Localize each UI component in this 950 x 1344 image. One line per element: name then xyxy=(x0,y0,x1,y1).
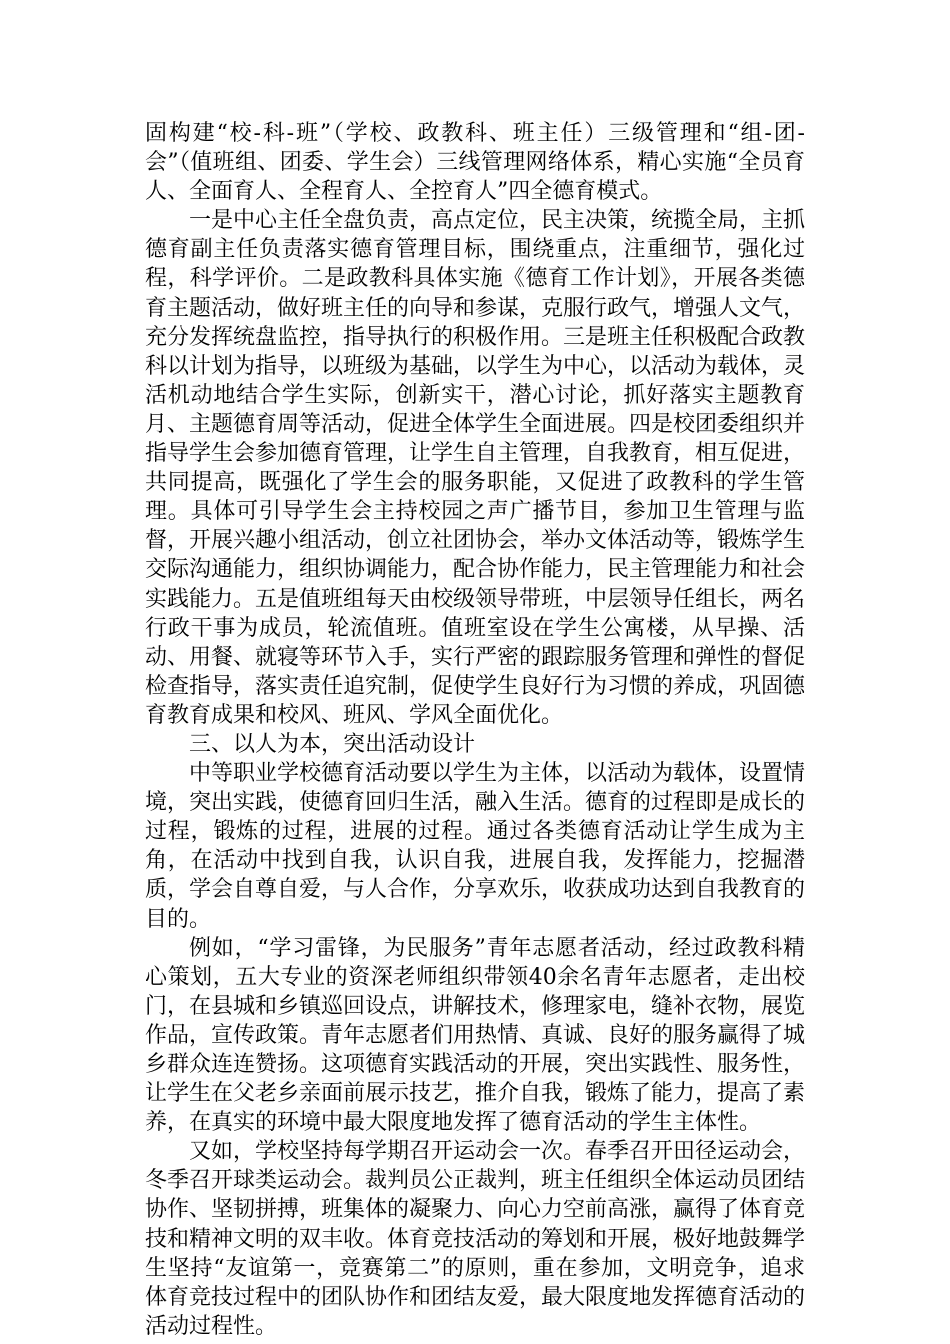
paragraph-continuation: 固构建“校-科-班”（学校、政教科、班主任）三级管理和“组-团-会”（值班组、团委、学生会）三线管理网络体系，精心实施“全员育人、全面育人、全程育人、全控育人”四全德育模式。 xyxy=(145,121,805,205)
document-page xyxy=(145,119,805,1341)
paragraph-example-volunteer: 例如，“学习雷锋，为民服务”青年志愿者活动，经过政教科精心策划，五大专业的资深老师组织带领40余名青年志愿者，走出校门，在县城和乡镇巡回设点，讲解技术，修理家电，缝补衣物，展览作品，宣传政策。青年志愿者们用热情、真诚、良好的服务赢得了城乡群众连连赞扬。这项德育实践活动的开展，突出实践性、服务性，让学生在父老乡亲面前展示技艺，推介自我，锻炼了能力，提高了素养，在真实的环境中最大限度地发挥了德育活动的学生主体性。 xyxy=(145,935,806,1136)
paragraph-activity-design: 中等职业学校德育活动要以学生为主体，以活动为载体，设置情境，突出实践，使德育回归生活，融入生活。德育的过程即是成长的过程，锻炼的过程，进展的过程。通过各类德育活动让学生成为主角，在活动中找到自我，认识自我，进展自我，发挥能力，挖掘潜质，学会自尊自爱，与人合作，分享欢乐，收获成功达到自我教育的目的。 xyxy=(145,761,806,932)
paragraph-management-details: 一是中心主任全盘负责，高点定位，民主决策，统揽全局，主抓德育副主任负责落实德育管理目标，围绕重点，注重细节，强化过程，科学评价。二是政教科具体实施《德育工作计划》，开展各类德育主题活动，做好班主任的向导和参谋，克服行政气，增强人文气，充分发挥统盘监控，指导执行的积极作用。三是班主任积极配合政教科以计划为指导，以班级为基础，以学生为中心，以活动为载体，灵活机动地结合学生实际，创新实干，潜心讨论，抓好落实主题教育月、主题德育周等活动，促进全体学生全面进展。四是校团委组织并指导学生会参加德育管理，让学生自主管理，自我教育，相互促进，共同提高，既强化了学生会的服务职能，又促进了政教科的学生管理。具体可引导学生会主持校园之声广播节目，参加卫生管理与监督，开展兴趣小组活动，创立社团协会，举办文体活动等，锻炼学生交际沟通能力，组织协调能力，配合协作能力，民主管理能力和社会实践能力。五是值班组每天由校级领导带班，中层领导任组长，两名行政干事为成员，轮流值班。值班室设在学生公寓楼，从早操、活动、用餐、就寝等环节入手，实行严密的跟踪服务管理和弹性的督促检查指导，落实责任追究制，促使学生良好行为习惯的养成，巩固德育教育成果和校风、班风、学风全面优化。 xyxy=(145,208,806,728)
paragraph-example-sports: 又如，学校坚持每学期召开运动会一次。春季召开田径运动会，冬季召开球类运动会。裁判员公正裁判，班主任组织全体运动员团结协作、坚韧拼搏，班集体的凝聚力、向心力空前高涨，赢得了体育竞技和精神文明的双丰收。体育竞技活动的筹划和开展，极好地鼓舞学生坚持“友谊第一，竞赛第二”的原则，重在参加，文明竞争，追求体育竞技过程中的团队协作和团结友爱，最大限度地发挥德育活动的活动过程性。 xyxy=(145,1139,806,1339)
section-heading: 三、以人为本，突出活动设计 xyxy=(189,731,476,757)
